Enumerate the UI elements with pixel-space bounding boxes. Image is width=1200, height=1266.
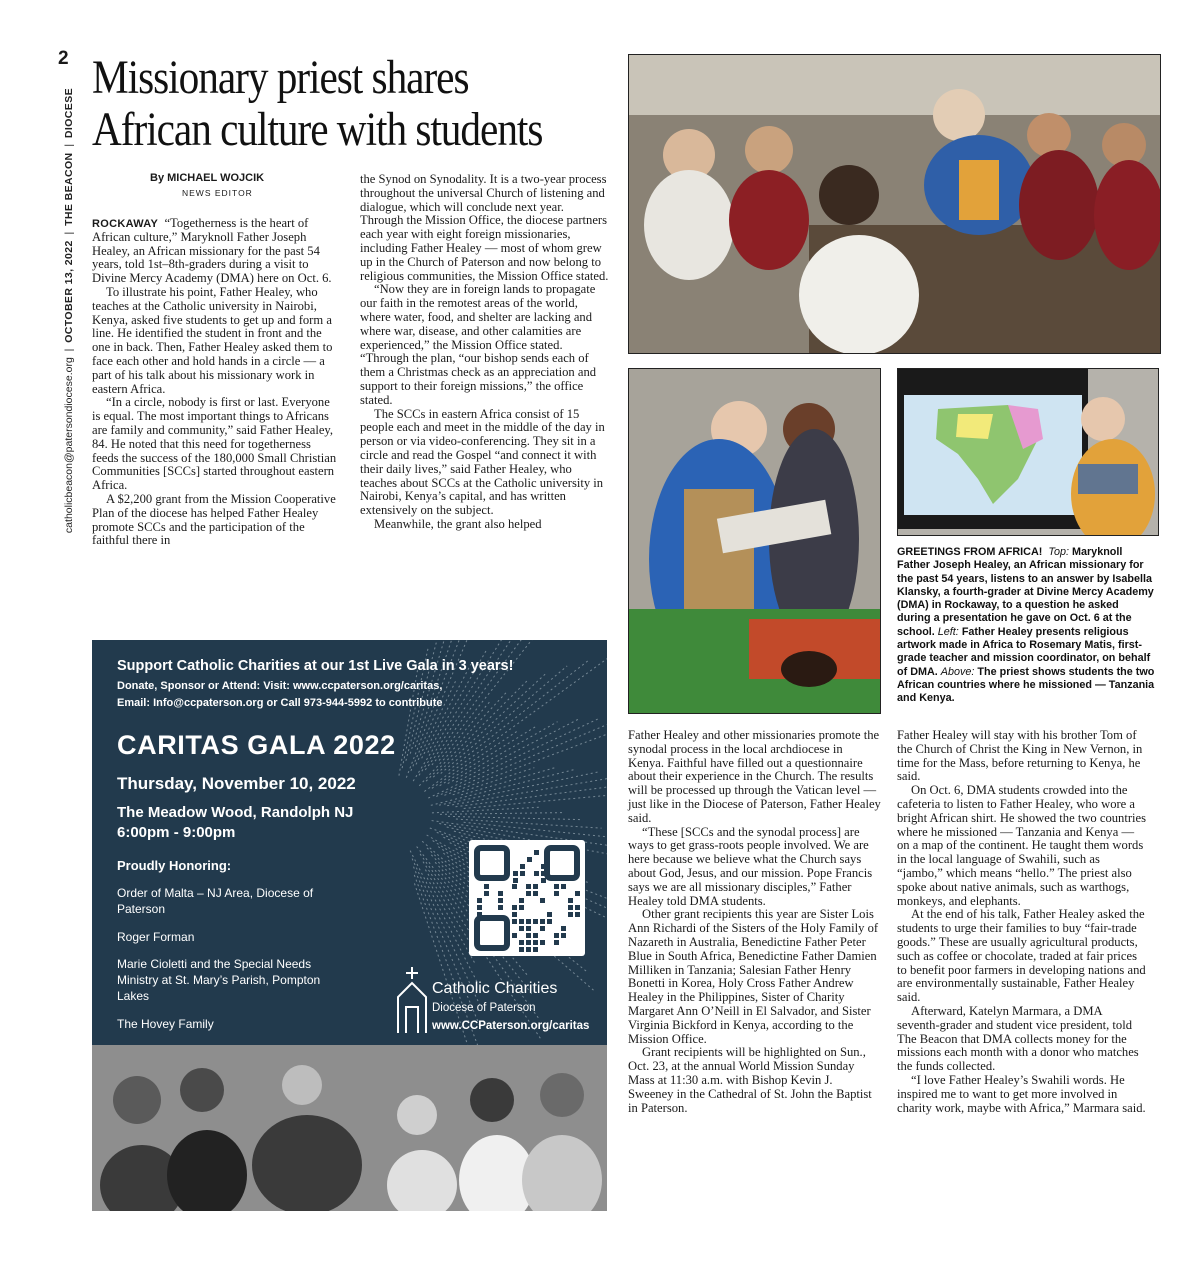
ad-honoree: Roger Forman [117, 930, 195, 944]
headline-line-2: African culture with students [92, 103, 543, 156]
paragraph: Father Healey and other missionaries promote the synodal process in the local archdiocese in Kenya. Faithful have filled out a questionnaire about their experience in the Church. The results will be processed up through the Vatican level — just like in the Diocese of Paterson, Father Healey said. [628, 728, 881, 825]
paragraph-text: “Togetherness is the heart of African culture,” Maryknoll Father Joseph Healey, an African missionary for the past 54 years, told 1st–8th-graders during a visit to Divine Mercy Academy (DMA) here on Oct. 6. [92, 216, 332, 286]
byline: By MICHAEL WOJCIK [150, 172, 265, 184]
photo-caption [897, 546, 1155, 706]
paragraph: “These [SCCs and the synodal process] are ways to get grass-roots people involved. We are here because we believe what the Church says about God, Jesus, and our mission. Pope Francis says we are all missionary disciples,” Father Healey told DMA students. [628, 824, 873, 908]
dateline: ROCKAWAY [92, 218, 159, 230]
caption-left-text: Father Healey presents religious artwork made in Africa to Rosemary Matis, first-grade teacher and mission coordinator, on behalf of DMA. [897, 625, 1151, 678]
caption-top-label: Top: [1048, 546, 1069, 558]
paragraph: “Now they are in foreign lands to propagate our faith in the remotest areas of the world, where water, food, and shelter are lacking and where war, disease, and other calamities are experienced,” the Mission Office stated. “Through the plan, “our bishop sends each of them a Christmas check as an appreciation and support to their foreign missions,” the office stated. [360, 282, 597, 407]
caption-top-text: Maryknoll Father Joseph Healey, an African missionary for the past 54 years, listens to an answer by Isabella Klansky, a fourth-grader at Divine Mercy Academy (DMA) in Rockaway, to a question he asked during a presentation he gave on Oct. 6 at the school. [897, 546, 1154, 638]
byline-title: NEWS EDITOR [182, 188, 253, 198]
photo-artwork-presentation [628, 368, 881, 714]
ad-org-sub: Diocese of Paterson [432, 1002, 536, 1014]
ad-donate-line: Donate, Sponsor or Attend: Visit: www.ccpaterson.org/caritas, [117, 680, 443, 692]
paragraph: “I love Father Healey’s Swahili words. He inspired me to want to get more involved in charity work, maybe with Africa,” Marmara said. [897, 1072, 1146, 1115]
qr-code[interactable] [469, 840, 585, 956]
photo-students-classroom [628, 54, 1161, 354]
paragraph: At the end of his talk, Father Healey asked the students to urge their families to buy “fair-trade goods.” These are usually agricultural products, such as coffee or chocolate, traded at fair prices to benefit poor farmers in developing nations and are environmentally sustainable, Father Healey said. [897, 907, 1146, 1005]
ad-honoree: Marie Cioletti and the Special Needs Ministry at St. Mary’s Parish, Pompton Lakes [117, 957, 321, 1003]
paragraph: Other grant recipients this year are Sister Lois Ann Richardi of the Sisters of the Holy Family of Nazareth in Australia, Benedictine Father Peter Blue in South Africa, Benedictine Father Damien Milliken in Tanzania; Salesian Father Henry Bonetti in Korea, Holy Cross Father Andrew Healey in the Philippines, Sister of Charity Margaret Ann O’Neill in El Salvador, and Sister Virginia Bickford in Kenya, according to the Mission Office. [628, 907, 879, 1046]
catholic-charities-logo-icon [394, 965, 430, 1035]
ad-title: CARITAS GALA 2022 [117, 730, 396, 760]
photo-africa-map [897, 368, 1159, 536]
ad-honoring-label: Proudly Honoring: [117, 858, 232, 873]
caption-head: GREETINGS FROM AFRICA! [897, 546, 1043, 558]
ad-time: 6:00pm - 9:00pm [117, 824, 236, 841]
paragraph: On Oct. 6, DMA students crowded into the cafeteria to listen to Father Healey, who wore a bright African shirt. He showed the two countries where he missioned — Tanzania and Kenya — on a map of the continent. He taught them words in the local language of Swahili, such as “jambo,” which means “hello.” The priest also spoke about native animals, such as warthogs, monkeys, and elephants. [897, 783, 1147, 908]
ad-photo-strip [92, 1045, 607, 1211]
paragraph: Grant recipients will be highlighted on Sun., Oct. 23, at the annual World Mission Sunday Mass at 11:30 a.m. with Bishop Kevin J. Sweeney in the Cathedral of St. John the Baptist in Paterson. [628, 1045, 872, 1115]
paragraph: Father Healey will stay with his brother Tom of the Church of Christ the King in New Vernon, in time for the Mass, before returning to Kenya, he said. [897, 728, 1143, 784]
folio-paper: THE BEACON [63, 152, 75, 226]
headline [92, 52, 548, 156]
headline-line-1: Missionary priest shares [92, 51, 469, 104]
paragraph: Afterward, Katelyn Marmara, a DMA seventh-grader and student vice president, told The Beacon that DMA collects money for the missions each month with a donor who matches the funds collected. [897, 1003, 1139, 1074]
paragraph: “In a circle, nobody is first or last. Everyone is equal. The most important things to Africans are family and community,” said Father Healey, 84. He noted that this need for togetherness feeds the success of the 180,000 Small Christian Communities [SCCs] started throughout eastern Africa. [92, 395, 337, 493]
folio-section: DIOCESE [63, 88, 75, 139]
paragraph: A $2,200 grant from the Mission Cooperative Plan of the diocese has helped Father Healey promote SCCs and the participation of the faithful there in [92, 491, 336, 548]
ad-honoree: Order of Malta – NJ Area, Diocese of Paterson [117, 886, 314, 916]
article-column-1 [92, 217, 340, 548]
caption-left-label: Left: [937, 625, 959, 638]
ad-venue: The Meadow Wood, Randolph NJ [117, 804, 354, 821]
ad-date: Thursday, November 10, 2022 [117, 774, 356, 793]
page-number: 2 [58, 48, 69, 69]
article-column-4 [897, 729, 1147, 1115]
ad-honoree: The Hovey Family [117, 1017, 214, 1031]
caritas-gala-ad[interactable] [92, 640, 607, 1211]
paragraph: The SCCs in eastern Africa consist of 15 people each and meet in the middle of the day in person or via video-conferencing. They sit in a circle and read the Gospel “and connect it with their daily lives,” said Father Healey, who teaches about SCCs at the Catholic university in Nairobi, Kenya’s capital, and has written extensively on the subject. [360, 406, 605, 518]
paragraph: Meanwhile, the grant also helped [374, 516, 542, 531]
paragraph: the Synod on Synodality. It is a two-year process throughout the universal Church of listening and dialogue, which will conclude next year. Through the Mission Office, the diocese partners each year with eight foreign missionaries, including Father Healey — most of whom grew up in the Church of Paterson and now belong to religious communities, the Mission Office stated. [360, 172, 609, 283]
paragraph: To illustrate his point, Father Healey, who teaches at the Catholic university in Nairobi, Kenya, asked five students to get up and form a line. He identified the student in front and the one in back. Then, Father Healey asked them to face each other and hold hands in a circle — a part of his talk about his missionary work in eastern Africa. [92, 284, 333, 396]
side-folio [58, 48, 82, 608]
ad-contact-line: Email: Info@ccpaterson.org or Call 973-944-5992 to contribute [117, 697, 443, 709]
paragraph [92, 217, 340, 286]
folio-strip: catholicbeacon@patersondiocese.org | OCTOBER 13, 2022 | THE BEACON | DIOCESE [63, 88, 75, 534]
ad-org-name: Catholic Charities [432, 980, 558, 997]
article-column-2 [360, 173, 610, 532]
ad-url-link[interactable]: www.CCPaterson.org/caritas [432, 1020, 590, 1032]
ad-support-line: Support Catholic Charities at our 1st Live Gala in 3 years! [117, 658, 514, 674]
caption-above-text: The priest shows students the two African countries where he missioned — Tanzania and Kenya. [897, 665, 1155, 705]
folio-date: OCTOBER 13, 2022 [63, 240, 75, 343]
caption-above-label: Above: [940, 665, 975, 678]
article-column-3 [628, 729, 881, 1115]
folio-url: catholicbeacon@patersondiocese.org [63, 357, 75, 534]
